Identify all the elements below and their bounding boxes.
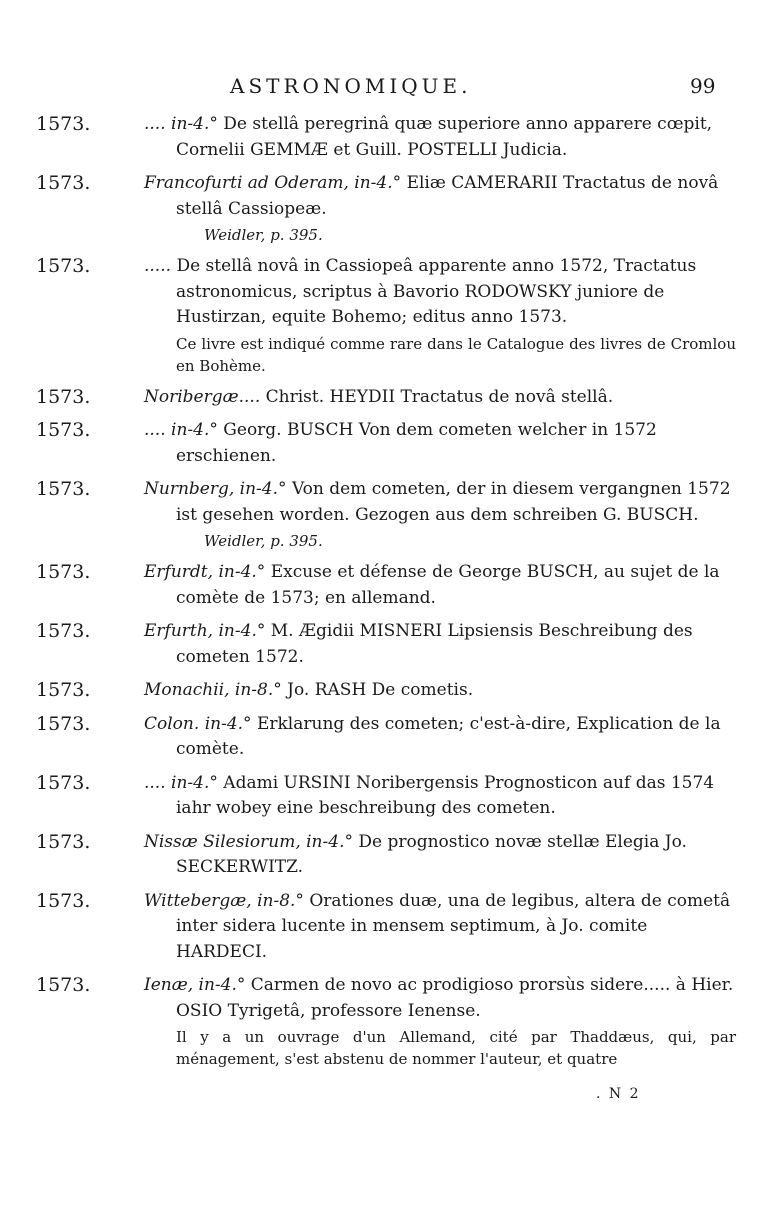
entry-year: 1573.	[36, 712, 91, 735]
entry-place: Francofurti ad Oderam,	[144, 173, 349, 193]
entry-text: De stellâ peregrinâ quæ superiore anno apparere cœpit, Cornelii GEMMÆ et Guill. POSTELLI Judicia.	[176, 114, 713, 160]
bibliography-entry	[36, 171, 736, 246]
entry-reference-note: Weidler, p. 395.	[204, 532, 323, 550]
entry-place: ....	[144, 420, 166, 440]
entry-body	[144, 619, 736, 670]
entry-note: Il y a un ouvrage d'un Allemand, cité par Thaddæus, qui, par ménagement, s'est abstenu de nommer l'auteur, et quatre	[176, 1028, 736, 1068]
entry-format: in-4.°	[198, 975, 246, 995]
entry-text: M. Ægidii MISNERI Lipsiensis Beschreibung des cometen 1572.	[176, 621, 693, 667]
entry-place: Nissæ Silesiorum,	[144, 831, 301, 852]
entry-place: Noribergæ....	[144, 386, 261, 407]
entry-place: Wittebergæ,	[144, 890, 252, 911]
entry-format: in-4.°	[354, 173, 402, 193]
bibliography-entry	[36, 112, 736, 163]
entry-format: in-4.°	[171, 772, 218, 793]
entry-text: Eliæ CAMERARII Tractatus de novâ stellâ Cassiopeæ.	[176, 173, 719, 219]
bibliography-entry	[36, 678, 736, 704]
entry-text: Jo. RASH De cometis.	[287, 680, 474, 700]
bibliography-entry	[36, 418, 736, 469]
entry-year: 1573.	[36, 679, 91, 701]
entry-body	[144, 830, 736, 881]
entry-format: in-8.°	[257, 890, 304, 911]
entry-text: Excuse et défense de George BUSCH, au sujet de la comète de 1573; en allemand.	[176, 562, 720, 608]
entry-body	[144, 560, 736, 611]
entry-place: Nurnberg,	[144, 479, 235, 499]
entry-format: in-4.°	[171, 114, 218, 134]
bibliography-entry	[36, 712, 736, 763]
entry-text: De prognostico novæ stellæ Elegia Jo. SECKERWITZ.	[176, 831, 687, 877]
entry-place: Erfurdt,	[144, 562, 214, 582]
entry-format: in-8.°	[234, 680, 282, 700]
entry-year: 1573.	[36, 255, 91, 277]
entry-year: 1573.	[36, 419, 91, 441]
bibliography-entry	[36, 889, 736, 966]
bibliography-entry	[36, 619, 736, 670]
entry-year: 1573.	[36, 889, 91, 912]
entry-text: Orationes duæ, una de legibus, altera de cometâ inter sidera lucente in mensem septimum, à Jo. comite HARDECI.	[176, 890, 731, 962]
entry-body	[144, 889, 736, 966]
entry-text: Georg. BUSCH Von dem cometen welcher in 1572 erschienen.	[176, 420, 657, 466]
entry-text: Erklarung des cometen; c'est-à-dire, Explication de la comète.	[176, 713, 721, 759]
entry-body	[144, 973, 736, 1024]
running-head	[0, 74, 766, 104]
entry-body	[144, 771, 736, 822]
entry-text: Carmen de novo ac prodigioso prorsùs sidere..... à Hier. OSIO Tyrigetâ, professore Ienense.	[176, 975, 734, 1021]
entry-format: in-4.°	[218, 621, 266, 641]
bibliography-entry	[36, 973, 736, 1070]
bibliography-entry	[36, 830, 736, 881]
entry-year: 1573.	[36, 561, 91, 583]
entry-format: in-4.°	[306, 831, 353, 852]
entry-format: in-4.°	[218, 562, 266, 582]
entry-place: Monachii,	[144, 680, 230, 700]
entry-body	[144, 712, 736, 763]
entry-body	[144, 112, 736, 163]
entry-year: 1573.	[36, 620, 91, 642]
entry-body	[144, 477, 736, 528]
running-title: ASTRONOMIQUE.	[230, 74, 472, 98]
bibliography-entry	[36, 771, 736, 822]
entry-year: 1573.	[36, 771, 91, 794]
entry-place: ....	[144, 114, 166, 134]
entry-place: .....	[144, 256, 172, 276]
bibliography-entries	[36, 112, 736, 1078]
bibliography-entry	[36, 560, 736, 611]
entry-format: in-4.°	[171, 420, 218, 440]
entry-body	[144, 418, 736, 469]
entry-body	[144, 385, 736, 411]
entry-text: Christ. HEYDII Tractatus de novâ stellâ.	[265, 386, 614, 407]
entry-year: 1573.	[36, 974, 91, 996]
entry-place: Ienæ,	[144, 975, 194, 995]
entry-place: ....	[144, 772, 166, 793]
entry-text: Von dem cometen, der in diesem vergangnen 1572 ist gesehen worden. Gezogen aus dem schreiben G. BUSCH.	[176, 479, 731, 525]
entry-format: in-4.°	[239, 479, 287, 499]
entry-text: Adami URSINI Noribergensis Prognosticon auf das 1574 iahr wobey eine beschreibung des cometen.	[176, 772, 715, 818]
entry-text: De stellâ novâ in Cassiopeâ apparente anno 1572, Tractatus astronomicus, scriptus à Bavorio RODOWSKY juniore de Hustirzan, equite Bohemo; editus anno 1573.	[176, 256, 697, 327]
signature-mark: . N 2	[596, 1086, 641, 1102]
entry-body	[144, 254, 736, 331]
entry-body	[144, 678, 736, 704]
entry-place: Erfurth,	[144, 621, 214, 641]
entry-year: 1573.	[36, 478, 91, 500]
bibliography-entry	[36, 477, 736, 552]
entry-year: 1573.	[36, 830, 91, 853]
entry-reference-note: Weidler, p. 395.	[204, 226, 323, 244]
bibliography-entry	[36, 385, 736, 411]
entry-format: in-4.°	[204, 713, 252, 734]
entry-year: 1573.	[36, 113, 91, 135]
entry-place: Colon.	[144, 713, 200, 734]
entry-year: 1573.	[36, 385, 91, 408]
page-number: 99	[690, 74, 716, 98]
entry-year: 1573.	[36, 172, 91, 194]
bibliography-entry	[36, 254, 736, 377]
entry-body	[144, 171, 736, 222]
entry-note: Ce livre est indiqué comme rare dans le Catalogue des livres de Cromlou en Bohème.	[176, 334, 736, 375]
